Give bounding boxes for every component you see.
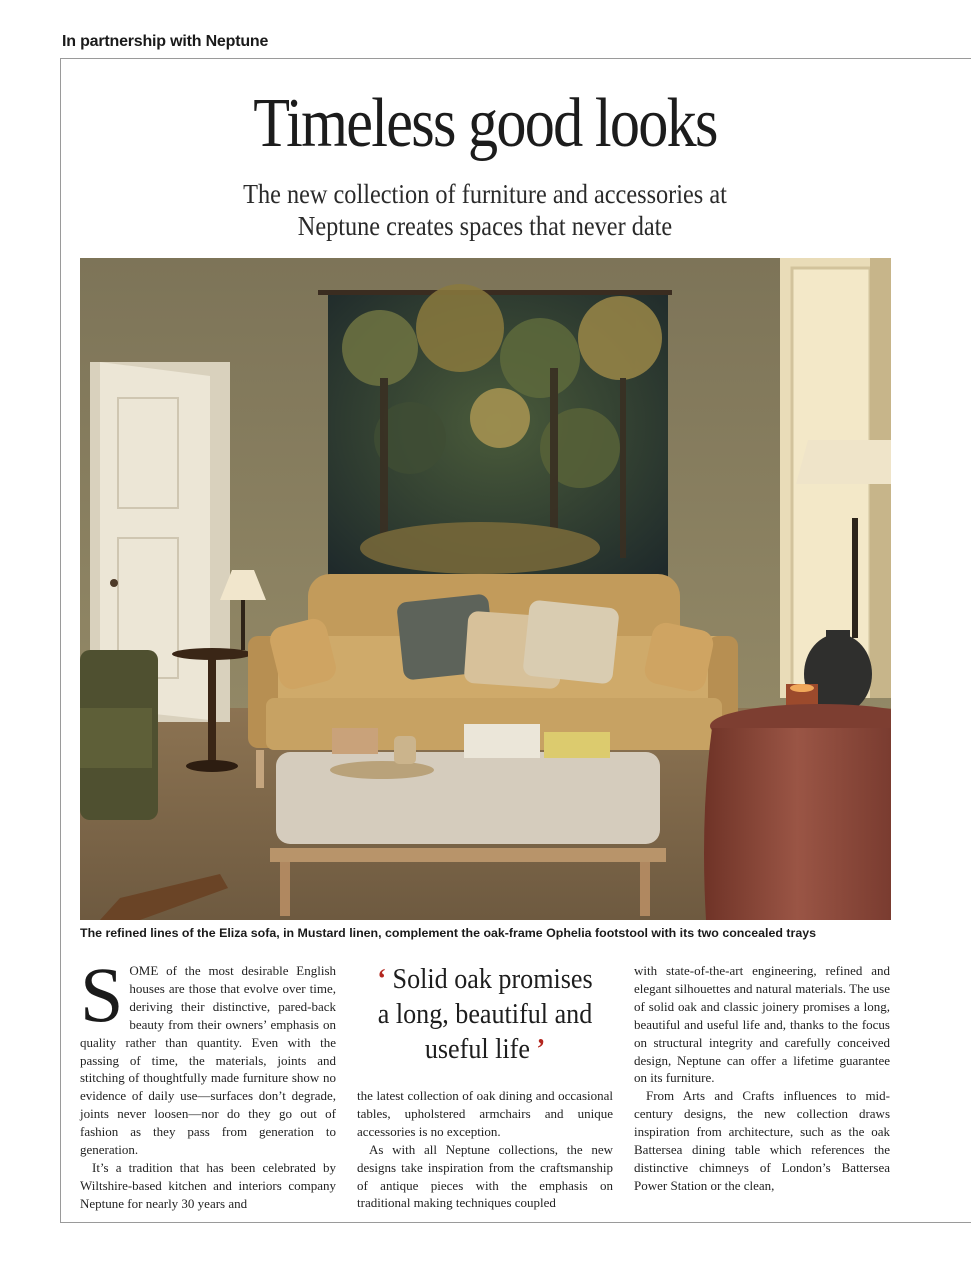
pull-quote-text: Solid oak promises a long, beautiful and useful life bbox=[377, 963, 593, 1065]
standfirst-line-1: The new collection of furniture and accessories at bbox=[243, 179, 727, 209]
body-paragraph: the latest collection of oak dining and occasional tables, upholstered armchairs and unique accessories is no exception. bbox=[357, 1088, 613, 1139]
body-paragraph bbox=[80, 951, 336, 1159]
headline: Timeless good looks bbox=[253, 85, 717, 162]
body-column-2 bbox=[357, 1087, 613, 1212]
open-quote-mark: ‘ bbox=[377, 963, 387, 995]
standfirst bbox=[166, 178, 805, 242]
body-paragraph: It’s a tradition that has been celebrated by Wiltshire-based kitchen and interiors company Neptune for nearly 30 years and bbox=[80, 1159, 336, 1211]
drop-cap: S bbox=[80, 951, 124, 1038]
body-column-3 bbox=[634, 962, 890, 1195]
close-quote-mark: ’ bbox=[536, 1033, 546, 1065]
living-room-illustration bbox=[80, 258, 891, 920]
pull-quote bbox=[357, 962, 613, 1067]
feature-photo bbox=[80, 258, 891, 920]
partner-label: In partnership with Neptune bbox=[62, 33, 269, 50]
standfirst-line-2: Neptune creates spaces that never date bbox=[297, 211, 673, 241]
photo-caption: The refined lines of the Eliza sofa, in Mustard linen, complement the oak-frame Ophelia footstool with its two concealed trays bbox=[80, 926, 816, 940]
body-paragraph: with state-of-the-art engineering, refined and elegant silhouettes and natural materials. The use of solid oak and classic joinery promises a long, beautiful and useful life and, thanks to the focus on structural integrity and carefully conceived design, Neptune can offer a lifetime guarantee on its furniture. bbox=[634, 963, 890, 1086]
body-column-1 bbox=[80, 951, 336, 1213]
lead-in: OME bbox=[129, 963, 159, 978]
body-paragraph: As with all Neptune collections, the new designs take inspiration from the craftsmanship of antique pieces with the emphasis on traditional making techniques coupled bbox=[357, 1141, 613, 1211]
body-paragraph: From Arts and Crafts influences to mid-century designs, the new collection draws inspiration from architecture, such as the oak Battersea dining table which references the distinctive chimneys of London’s Battersea Power Station or the clean, bbox=[634, 1088, 890, 1193]
paragraph-text: of the most desirable English houses are those that evolve over time, deriving their distinctive, pared-back beauty from their owners’ emphasis on quality rather than quantity. Even with the passing of time, the materials, joints and stitching of thoughtfully made furniture show no evidence of daily use—surfaces don’t degrade, joints never loosen—nor do they go out of fashion as they pass from generation to generation. bbox=[80, 963, 336, 1158]
